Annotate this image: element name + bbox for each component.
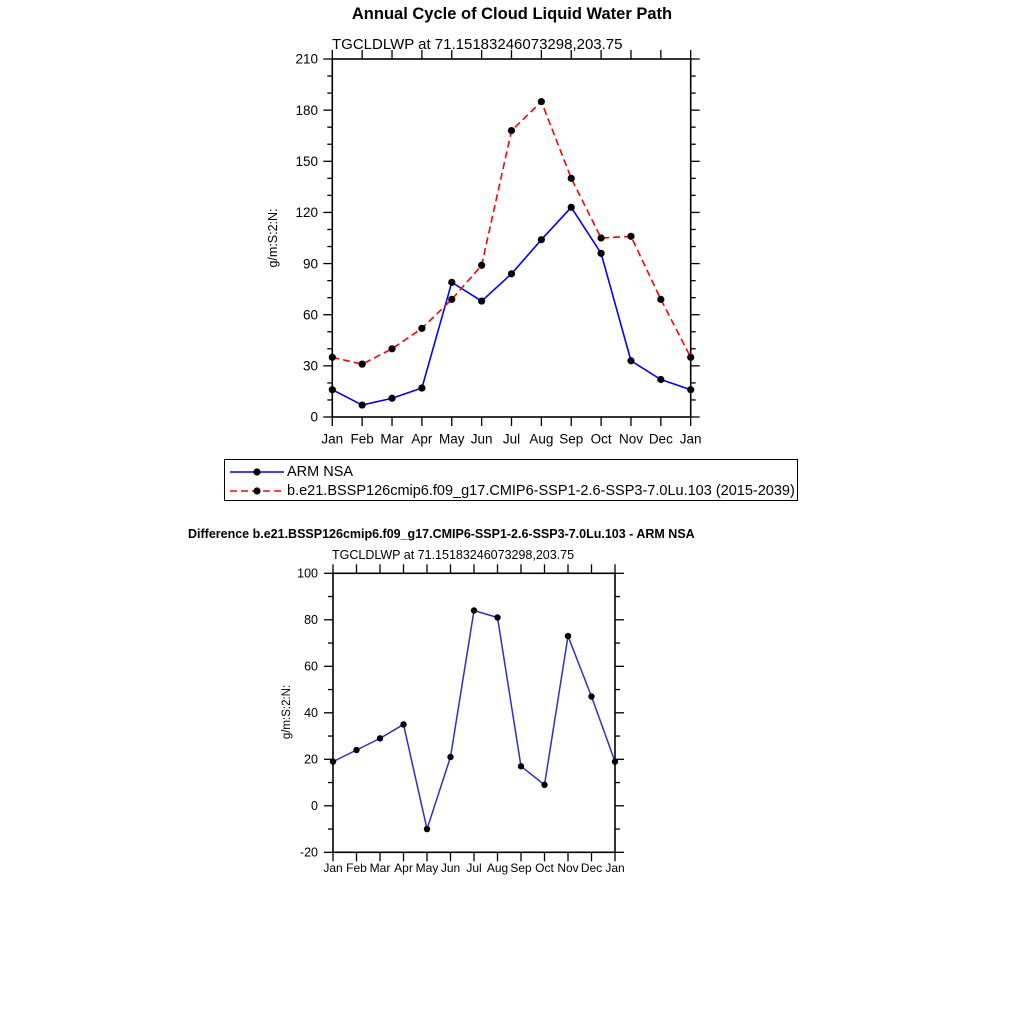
bottom-chart-series-difference-point: [541, 782, 547, 788]
bottom-chart-series-difference-point: [330, 758, 336, 764]
top-chart-series-b-e21-bssp126cmip6-f09-g-point: [538, 98, 545, 105]
top-chart-month-label: Apr: [411, 431, 433, 447]
bottom-chart-y-tick-label: 40: [304, 706, 318, 721]
top-chart-month-label: Jan: [321, 431, 344, 447]
bottom-chart-month-label: Nov: [557, 861, 579, 876]
bottom-chart-series-difference-point: [565, 633, 571, 639]
top-chart-month-label: Oct: [590, 431, 612, 447]
legend-box: [224, 459, 798, 501]
top-chart-series-arm-nsa-point: [627, 357, 634, 364]
legend-entry-arm-nsa: [225, 462, 797, 481]
top-chart-month-label: Feb: [350, 431, 374, 447]
top-chart-series-b-e21-bssp126cmip6-f09-g-point: [448, 296, 455, 303]
top-chart-y-tick-label: 30: [302, 358, 318, 374]
bottom-chart-series-difference-point: [588, 693, 594, 699]
top-chart-frame: [332, 59, 690, 417]
top-chart-series-arm-nsa-point: [657, 376, 664, 383]
bottom-chart-series-difference-line: [333, 611, 615, 830]
bottom-chart-month-label: Aug: [486, 861, 509, 876]
top-chart-month-label: Jan: [679, 431, 702, 447]
top-chart-series-b-e21-bssp126cmip6-f09-g-point: [598, 234, 605, 241]
bottom-chart-month-label: Feb: [346, 861, 367, 876]
top-chart-subtitle: TGCLDLWP at 71.15183246073298,203.75: [332, 36, 623, 53]
bottom-chart-series-difference-point: [494, 614, 500, 620]
top-chart-y-tick-label: 120: [295, 205, 318, 221]
top-chart-y-tick-label: 0: [310, 409, 318, 425]
top-chart-series-b-e21-bssp126cmip6-f09-g-point: [627, 233, 634, 240]
top-chart-series-b-e21-bssp126cmip6-f09-g-point: [478, 262, 485, 269]
bottom-chart-month-label: Jan: [605, 861, 625, 876]
bottom-chart-series-difference-point: [400, 721, 406, 727]
bottom-chart-y-tick-label: 60: [304, 659, 318, 674]
legend-arm-label: ARM NSA: [287, 463, 354, 480]
top-chart-month-label: Jul: [502, 431, 521, 447]
top-chart-month-label: Sep: [559, 431, 584, 447]
top-chart-series-arm-nsa-line: [332, 207, 690, 405]
top-chart-series-arm-nsa-point: [598, 250, 605, 257]
bottom-chart-y-tick-label: 100: [297, 566, 318, 581]
top-chart-series-arm-nsa-point: [568, 204, 575, 211]
legend-entry-model: [225, 481, 797, 500]
legend-model-label: b.e21.BSSP126cmip6.f09_g17.CMIP6-SSP1-2.6-SSP3-7.0Lu.103 (2015-2039): [287, 482, 795, 499]
bottom-chart-month-label: Mar: [369, 861, 391, 876]
bottom-chart-month-label: Jun: [440, 861, 461, 876]
top-chart-series-b-e21-bssp126cmip6-f09-g-point: [388, 345, 395, 352]
top-chart-y-tick-label: 150: [295, 154, 318, 170]
bottom-chart-subtitle: TGCLDLWP at 71.15183246073298,203.75: [332, 548, 575, 562]
top-chart-series-b-e21-bssp126cmip6-f09-g-point: [359, 361, 366, 368]
top-chart-y-tick-label: 60: [302, 307, 318, 323]
top-chart-series-arm-nsa-point: [687, 386, 694, 393]
bottom-chart-month-label: Sep: [510, 861, 532, 876]
top-chart-series-b-e21-bssp126cmip6-f09-g-point: [508, 127, 515, 134]
top-chart-series-b-e21-bssp126cmip6-f09-g-point: [657, 296, 664, 303]
top-chart-series-arm-nsa-point: [538, 236, 545, 243]
top-chart-y-tick-label: 210: [295, 51, 318, 67]
bottom-chart-series-difference-point: [424, 826, 430, 832]
legend-model-marker-icon: [253, 487, 260, 494]
bottom-chart-y-axis-label: g/m:S:2:N:: [281, 684, 293, 740]
top-chart-month-label: Jun: [470, 431, 493, 447]
legend-arm-marker-icon: [253, 468, 260, 475]
top-chart-series-arm-nsa-point: [388, 395, 395, 402]
top-chart-series-arm-nsa-point: [329, 386, 336, 393]
bottom-chart-month-label: Dec: [580, 861, 603, 876]
legend-arm-line-sample: [229, 466, 285, 478]
top-chart-month-label: May: [439, 431, 465, 447]
top-chart-series-b-e21-bssp126cmip6-f09-g-point: [687, 354, 694, 361]
top-chart-series-b-e21-bssp126cmip6-f09-g-point: [568, 175, 575, 182]
bottom-chart-y-tick-label: 20: [304, 752, 318, 767]
legend-model-line-sample: [229, 485, 285, 497]
bottom-chart-series-difference-point: [353, 747, 359, 753]
bottom-chart-y-tick-label: -20: [299, 845, 318, 860]
top-chart-title: Annual Cycle of Cloud Liquid Water Path: [351, 5, 673, 23]
top-chart-series-b-e21-bssp126cmip6-f09-g-point: [329, 354, 336, 361]
top-chart-y-tick-label: 180: [295, 102, 318, 118]
top-chart-series-arm-nsa-point: [448, 279, 455, 286]
top-chart-month-label: Aug: [529, 431, 554, 447]
top-chart-month-label: Nov: [618, 431, 643, 447]
bottom-chart-series-difference-point: [518, 763, 524, 769]
top-chart-y-axis-label: g/m:S:2:N:: [266, 208, 280, 268]
bottom-chart-title: Difference b.e21.BSSP126cmip6.f09_g17.CMIP6-SSP1-2.6-SSP3-7.0Lu.103 - ARM NSA: [188, 527, 695, 541]
bottom-chart-y-tick-label: 80: [304, 613, 318, 628]
bottom-chart-series-difference-point: [447, 754, 453, 760]
bottom-chart-month-label: Oct: [535, 861, 554, 876]
bottom-chart-month-label: May: [415, 861, 439, 876]
top-chart-series-arm-nsa-point: [508, 270, 515, 277]
bottom-chart-month-label: Jan: [323, 861, 343, 876]
bottom-chart-series-difference-point: [612, 758, 618, 764]
bottom-chart-series-difference-point: [471, 607, 477, 613]
top-chart-series-b-e21-bssp126cmip6-f09-g-point: [418, 325, 425, 332]
bottom-chart-y-tick-label: 0: [311, 799, 318, 814]
bottom-chart-month-label: Apr: [394, 861, 413, 876]
top-chart-series-b-e21-bssp126cmip6-f09-g-line: [332, 102, 690, 365]
top-chart-series-arm-nsa-point: [418, 384, 425, 391]
top-chart-month-label: Dec: [648, 431, 673, 447]
bottom-chart-month-label: Jul: [466, 861, 482, 876]
top-chart-y-tick-label: 90: [302, 256, 318, 272]
top-chart-series-arm-nsa-point: [359, 401, 366, 408]
bottom-chart-series-difference-point: [377, 735, 383, 741]
top-chart-series-arm-nsa-point: [478, 297, 485, 304]
top-chart-month-label: Mar: [380, 431, 404, 447]
